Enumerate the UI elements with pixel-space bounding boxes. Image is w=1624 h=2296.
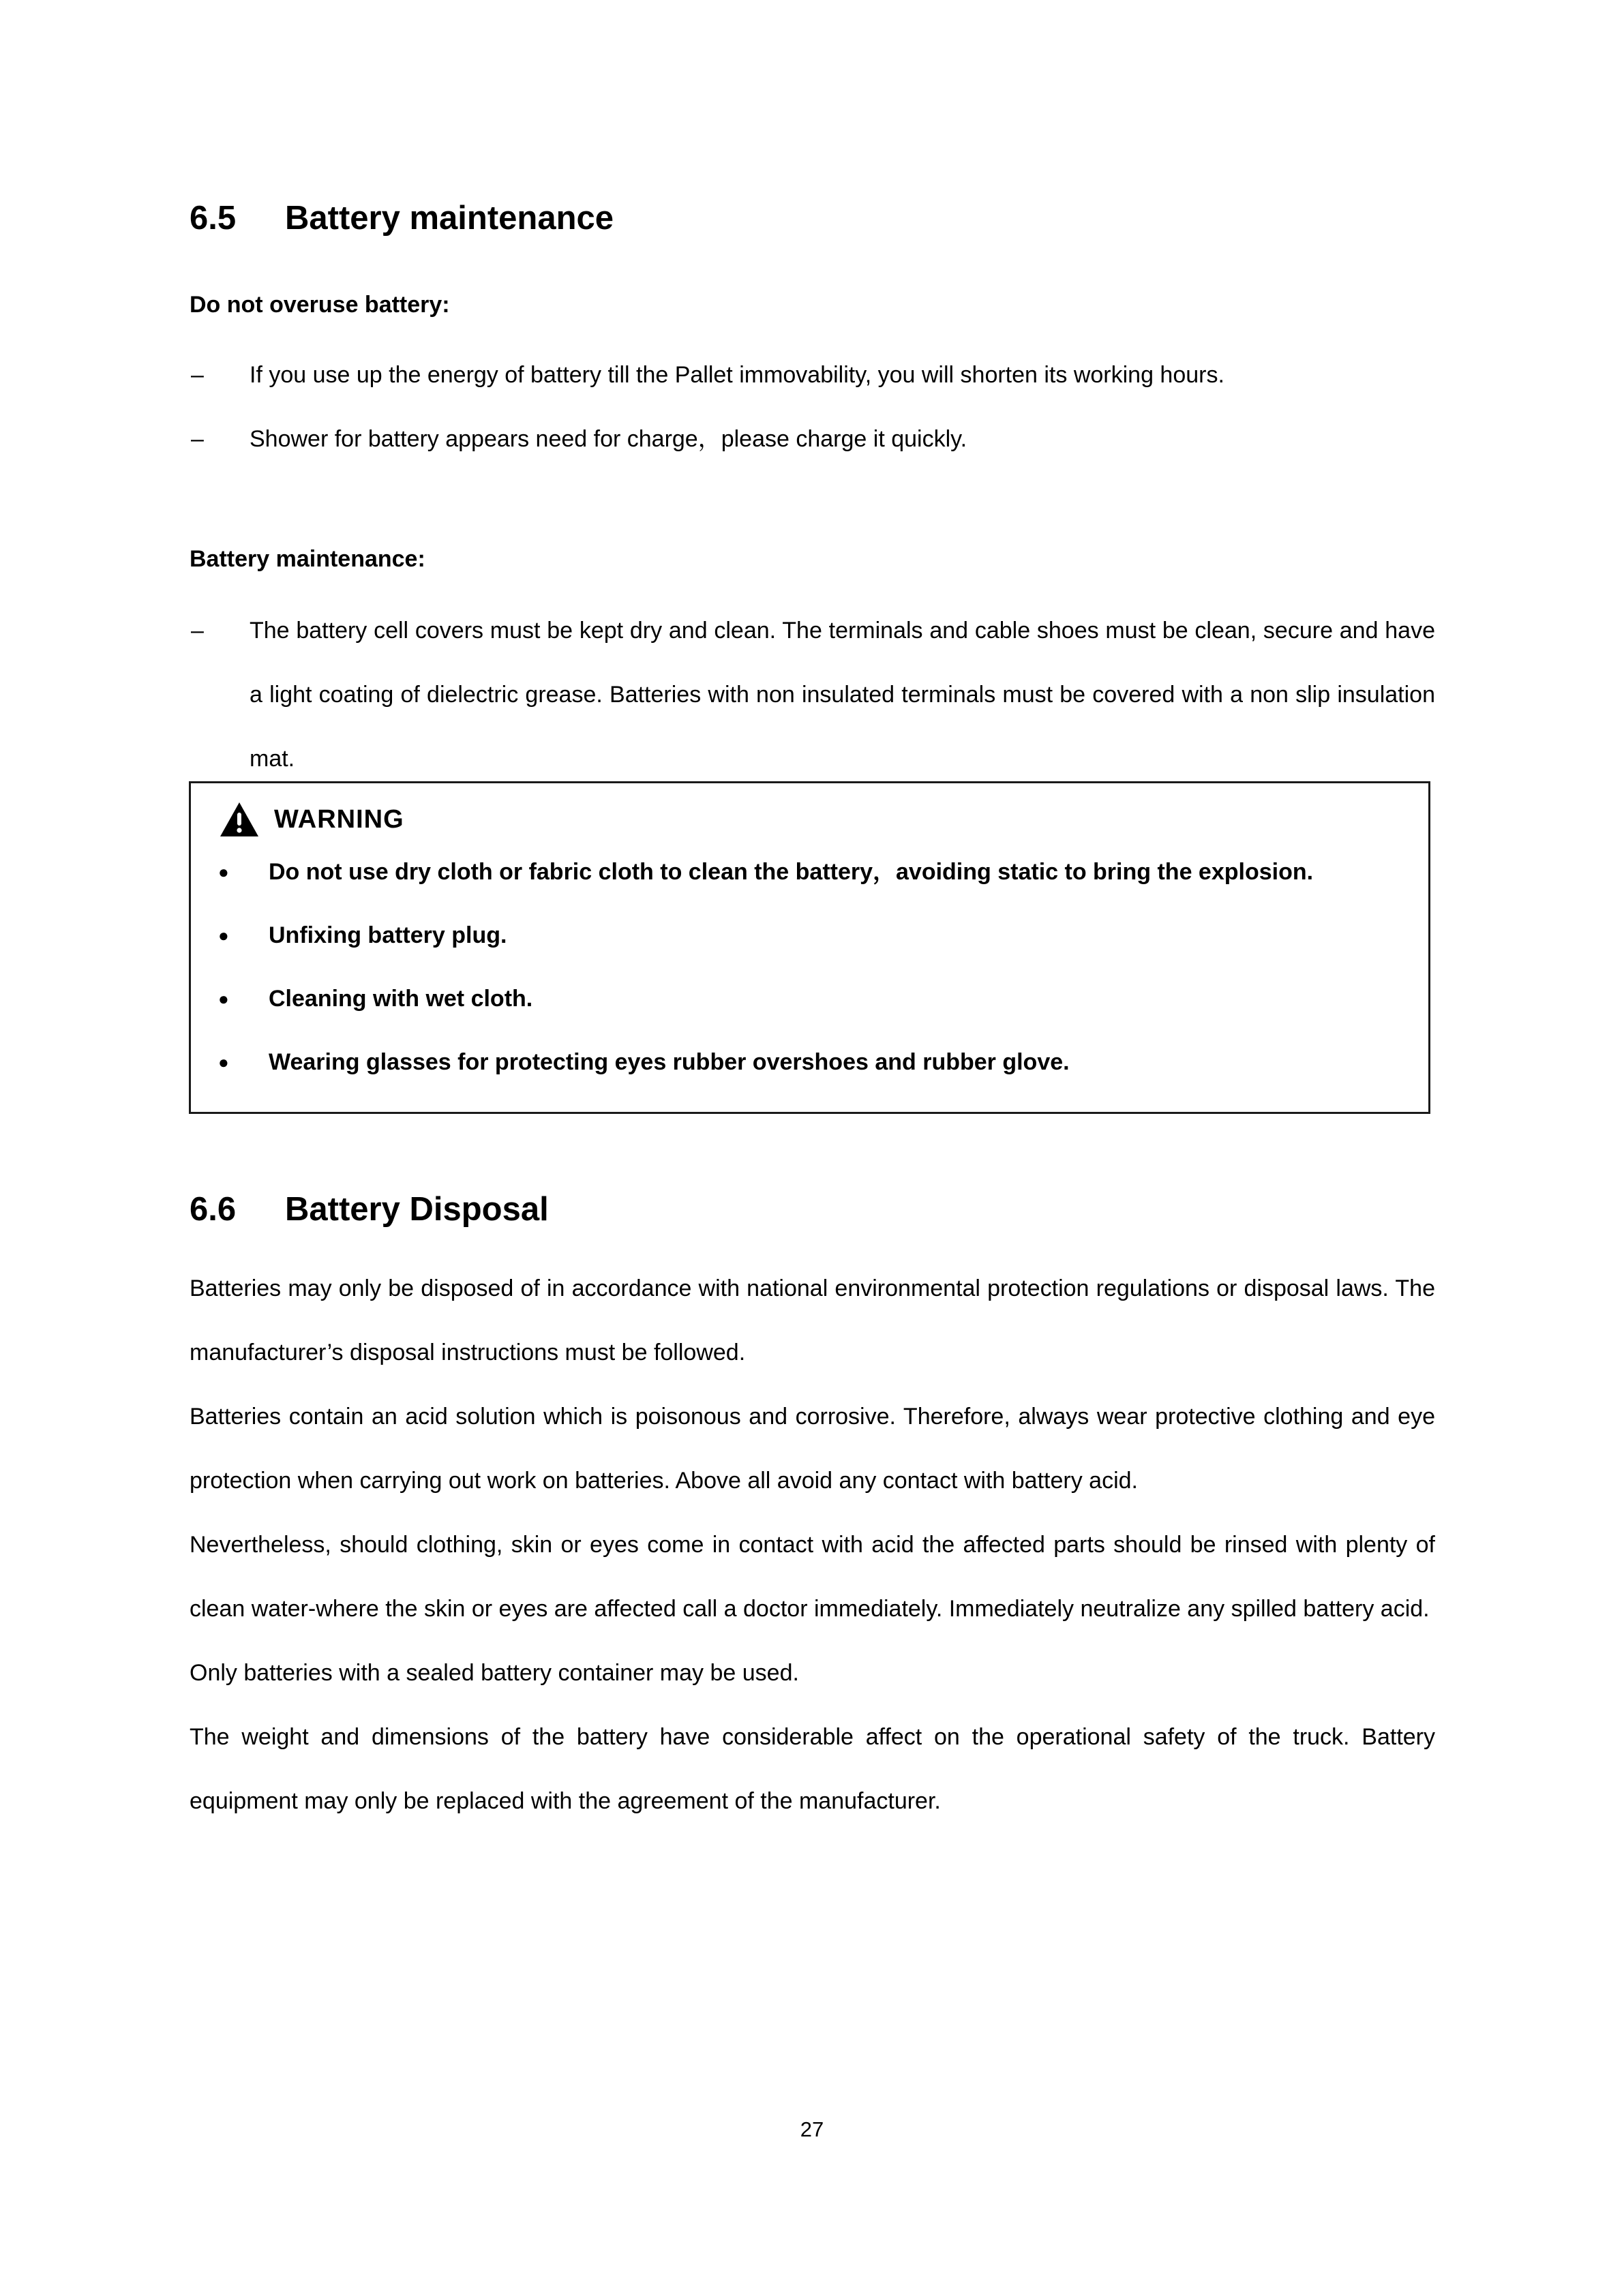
subheading-do-not-overuse: Do not overuse battery:	[190, 292, 450, 318]
section-title-6-6: Battery Disposal	[285, 1191, 549, 1228]
bullet-dot-icon: ●	[218, 988, 229, 1009]
list-item	[191, 841, 1405, 904]
list-item	[190, 599, 1435, 791]
bullet-dot-icon: ●	[218, 862, 229, 882]
list-item	[191, 1031, 1405, 1094]
list-item-text: Cleaning with wet cloth.	[269, 986, 533, 1012]
list-item-text: Unfixing battery plug.	[269, 922, 507, 948]
list-item	[190, 407, 1435, 471]
paragraph: The weight and dimensions of the battery have considerable affect on the operational safety of the truck. Battery equipment may only be replaced with the agreement of the manufacturer.	[190, 1724, 1435, 1814]
dash-marker-icon: –	[191, 362, 204, 388]
dash-marker-icon: –	[191, 426, 204, 452]
warning-callout-box	[189, 781, 1430, 1114]
section-number-6-6: 6.6	[190, 1191, 237, 1228]
warning-triangle-icon	[220, 802, 259, 837]
section-number-6-5: 6.5	[190, 200, 237, 237]
section-6-6-block	[190, 1193, 1435, 1226]
section-6-5-block	[190, 202, 1435, 235]
list-item-text: Do not use dry cloth or fabric cloth to clean the battery，avoiding static to bring the explosion.	[269, 859, 1314, 885]
list-item-text: The battery cell covers must be kept dry and clean. The terminals and cable shoes must be clean, secure and have a light coating of dielectric grease. Batteries with non insulated terminals must be covered with a non slip insulation mat.	[250, 618, 1435, 772]
do-not-overuse-heading-block	[190, 293, 1435, 316]
overuse-list-block	[190, 343, 1435, 471]
warning-header	[191, 783, 1428, 841]
warning-title: WARNING	[274, 805, 404, 834]
warning-bullet-list	[191, 841, 1428, 1112]
dash-marker-icon: –	[191, 618, 204, 644]
subheading-battery-maintenance: Battery maintenance:	[190, 546, 425, 572]
overuse-dash-list	[190, 343, 1435, 471]
list-item	[190, 343, 1435, 407]
list-item	[191, 967, 1405, 1031]
bullet-dot-icon: ●	[218, 925, 229, 946]
disposal-paragraphs-block	[190, 1256, 1435, 1833]
list-item-text: Wearing glasses for protecting eyes rubber overshoes and rubber glove.	[269, 1049, 1070, 1075]
paragraph: Nevertheless, should clothing, skin or eyes come in contact with acid the affected parts should be rinsed with plenty of clean water-where the skin or eyes are affected call a doctor immediately. Immediately neutralize any spilled battery acid.	[190, 1532, 1435, 1622]
paragraph: Batteries may only be disposed of in accordance with national environmental protection regulations or disposal laws. The manufacturer’s disposal instructions must be followed.	[190, 1275, 1435, 1365]
battery-maintenance-heading-block	[190, 547, 1435, 571]
section-title-6-5: Battery maintenance	[285, 200, 614, 237]
list-item-text: Shower for battery appears need for charge，please charge it quickly.	[250, 426, 967, 452]
paragraph: Only batteries with a sealed battery container may be used.	[190, 1660, 799, 1686]
list-item-text: If you use up the energy of battery till the Pallet immovability, you will shorten its working hours.	[250, 362, 1224, 388]
maintenance-dash-list	[190, 599, 1435, 791]
page-title	[190, 202, 1435, 235]
maintenance-list-block	[190, 599, 1435, 791]
paragraph: Batteries contain an acid solution which is poisonous and corrosive. Therefore, always wear protective clothing and eye protection when carrying out work on batteries. Above all avoid any contact with battery acid.	[190, 1404, 1435, 1494]
bullet-dot-icon: ●	[218, 1052, 229, 1072]
section-heading-6-6	[190, 1193, 1435, 1226]
page-number: 27	[800, 2117, 824, 2141]
list-item	[191, 904, 1405, 967]
